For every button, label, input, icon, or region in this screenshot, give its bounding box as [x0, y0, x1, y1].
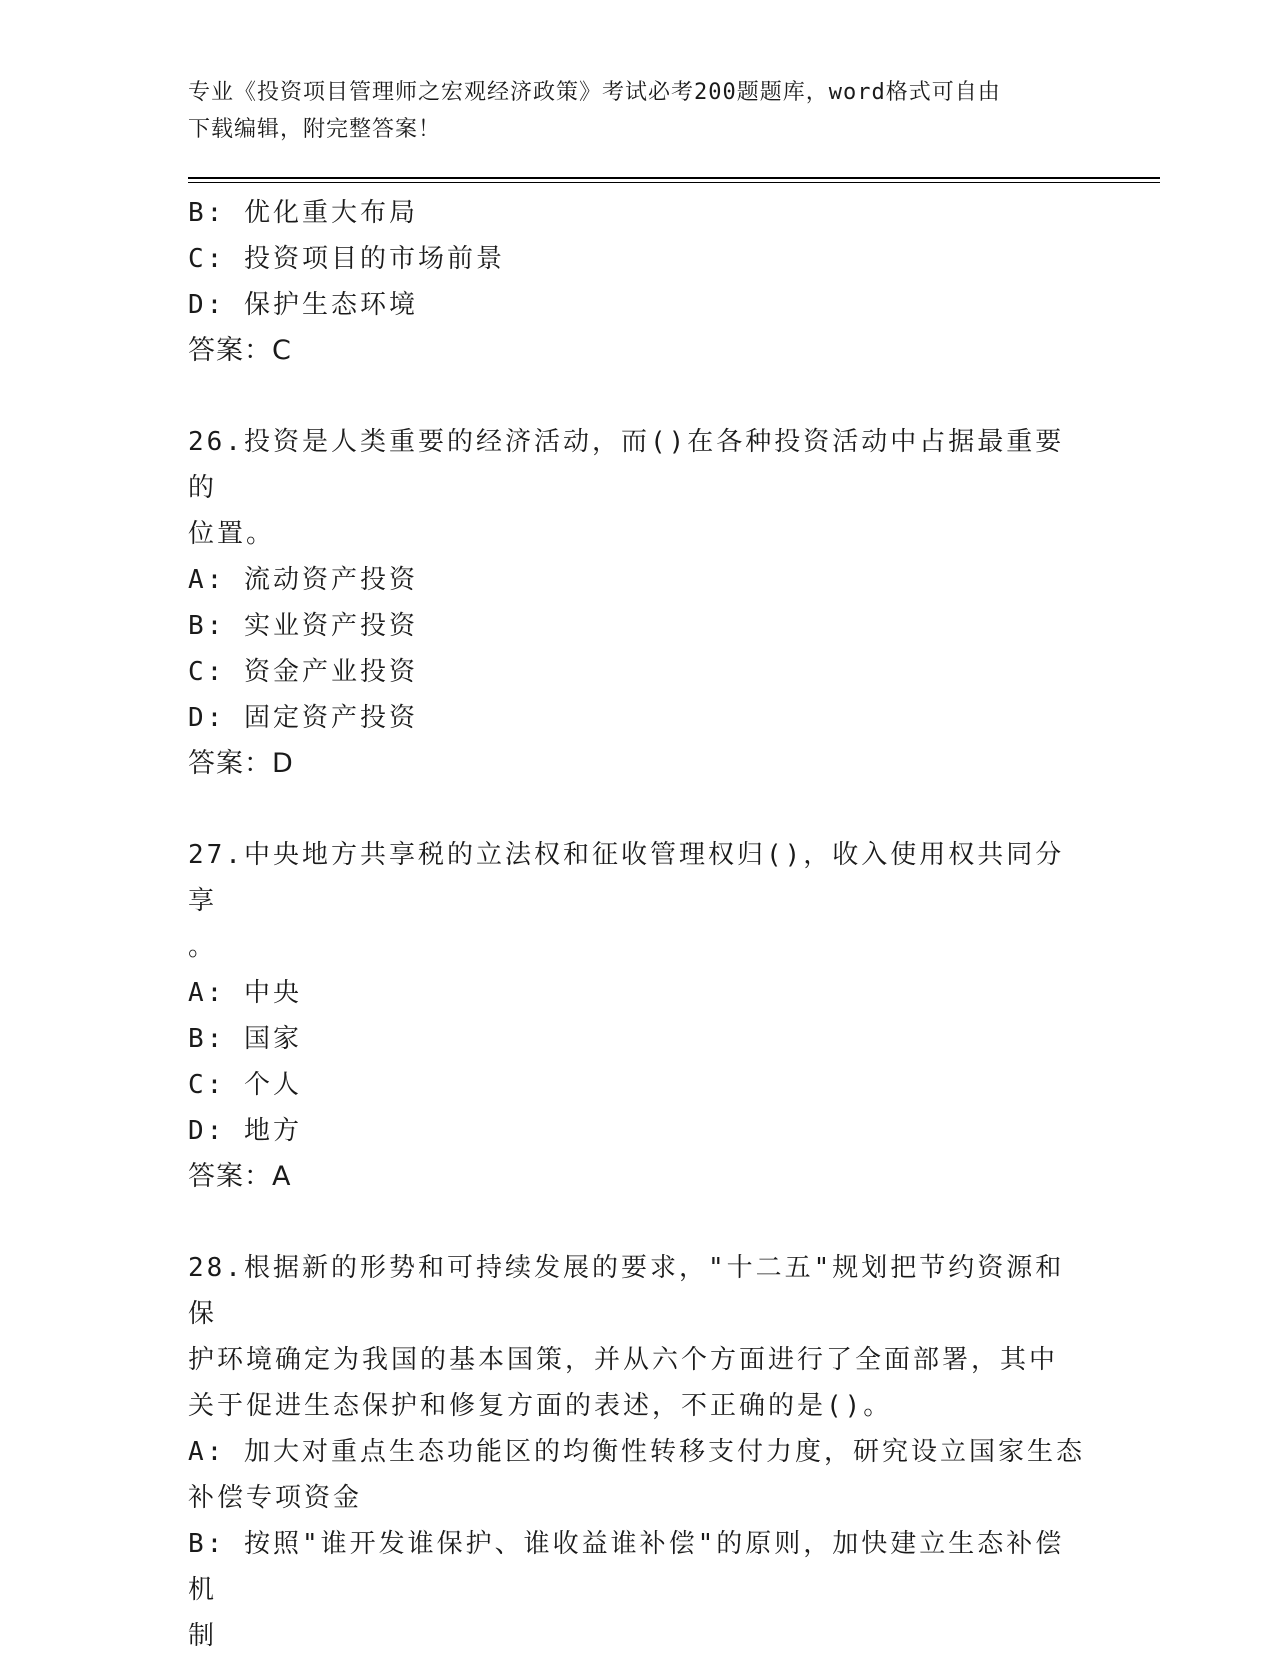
option-d: D: 保护生态环境	[188, 290, 418, 320]
option-c: C: 资金产业投资	[188, 657, 418, 687]
answer: 答案：A	[188, 1161, 292, 1192]
answer: 答案：D	[188, 748, 294, 779]
option-b: B: 按照"谁开发谁保护、谁收益谁补偿"的原则，加快建立生态补偿机	[188, 1529, 1065, 1605]
option-a: A: 中央	[188, 978, 302, 1008]
question-25	[188, 190, 1088, 374]
spacer	[188, 787, 1088, 832]
option-c: C: 个人	[188, 1070, 302, 1100]
option-a: A: 流动资产投资	[188, 565, 418, 595]
header-line-1: 专业《投资项目管理师之宏观经济政策》考试必考200题题库，word格式可自由	[188, 80, 1001, 105]
question-stem: 26.投资是人类重要的经济活动，而()在各种投资活动中占据最重要的	[188, 427, 1065, 503]
question-list	[188, 190, 1088, 1659]
spacer	[188, 374, 1088, 419]
question-26	[188, 419, 1088, 787]
spacer	[188, 1200, 1088, 1245]
question-stem: 27.中央地方共享税的立法权和征收管理权归()，收入使用权共同分享	[188, 840, 1065, 916]
question-28	[188, 1245, 1088, 1659]
answer: 答案：C	[188, 335, 292, 366]
option-b: B: 实业资产投资	[188, 611, 418, 641]
header-rule-thin	[188, 182, 1160, 183]
document-header	[188, 74, 1088, 148]
question-stem-continued: 护环境确定为我国的基本国策，并从六个方面进行了全面部署，其中	[188, 1345, 1059, 1375]
question-stem-continued: 关于促进生态保护和修复方面的表述，不正确的是()。	[188, 1391, 893, 1421]
option-b: B: 国家	[188, 1024, 302, 1054]
question-27	[188, 832, 1088, 1200]
question-stem-continued: 位置。	[188, 519, 276, 549]
option-c: C: 投资项目的市场前景	[188, 244, 505, 274]
header-rule-thick	[188, 177, 1160, 179]
question-stem: 28.根据新的形势和可持续发展的要求，"十二五"规划把节约资源和保	[188, 1253, 1065, 1329]
option-b: B: 优化重大布局	[188, 198, 418, 228]
option-d: D: 地方	[188, 1116, 302, 1146]
option-a: A: 加大对重点生态功能区的均衡性转移支付力度，研究设立国家生态	[188, 1437, 1085, 1467]
option-a-continued: 补偿专项资金	[188, 1483, 363, 1513]
option-b-continued: 制	[188, 1621, 218, 1651]
header-line-2: 下载编辑，附完整答案！	[188, 117, 442, 142]
option-d: D: 固定资产投资	[188, 703, 418, 733]
question-stem-continued: 。	[188, 932, 218, 962]
